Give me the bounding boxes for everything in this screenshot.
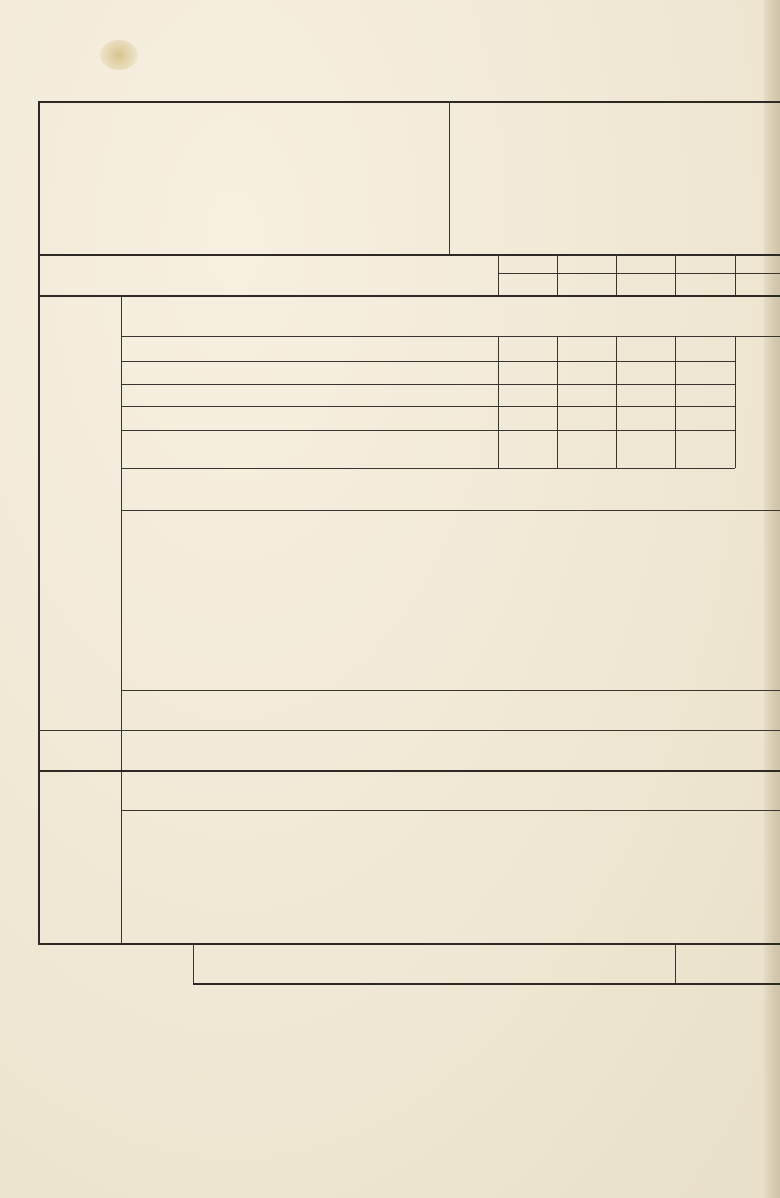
table-left-border [38,101,40,944]
header-bottom-border [38,254,780,256]
row-divider [121,406,735,407]
score-cell-line [557,430,558,468]
heading-I-bottom [121,336,780,337]
score-cell-line [616,336,617,361]
col-line-4-hdr [735,254,736,295]
col-line-2-hdr [616,254,617,295]
paper-stain [100,40,138,70]
score-cell-line [735,406,736,430]
score-cell-line [675,336,676,361]
score-cell-line [557,361,558,384]
score-cell-line [498,430,499,468]
score-cell-line [616,406,617,430]
score-cell-line [498,406,499,430]
score-cell-line [616,361,617,384]
score-cell-line [557,384,558,406]
score-cell-line [557,406,558,430]
page-edge [764,0,780,1198]
ogolna-bottom-line [193,983,780,985]
score-cell-line [675,430,676,468]
row-divider [121,384,735,385]
score-cell-line [616,430,617,468]
score-cell-line [498,336,499,361]
score-cell-line [675,406,676,430]
heading-III-bottom [121,690,780,691]
score-cell-line [735,384,736,406]
ogolna-right-line [675,943,676,983]
heading-B-bottom [121,810,780,811]
zabytkowe-total-top [38,730,780,731]
score-cell-line [498,361,499,384]
table-bottom-border [38,943,780,945]
section-column-line [121,295,122,944]
score-cell-line [675,361,676,384]
header-divider [449,101,450,254]
col-line-0-top [498,254,499,274]
score-cell-line [557,336,558,361]
col-line-0-hdr [498,274,499,295]
col-line-1-hdr [557,254,558,295]
table-top-border [38,101,780,103]
section-a-bottom [38,770,780,772]
score-cell-line [616,384,617,406]
score-cell-line [498,384,499,406]
ogolna-left-line [193,943,194,983]
row-divider [121,361,735,362]
score-cell-line [735,430,736,468]
col-line-3-hdr [675,254,676,295]
score-cell-line [735,336,736,361]
score-cell-line [675,384,676,406]
scale-row-divider [498,273,780,274]
criteria-header-bottom [38,295,780,297]
row-divider [121,430,735,431]
score-cell-line [735,361,736,384]
row-divider [121,468,735,469]
heading-II-bottom [121,510,780,511]
